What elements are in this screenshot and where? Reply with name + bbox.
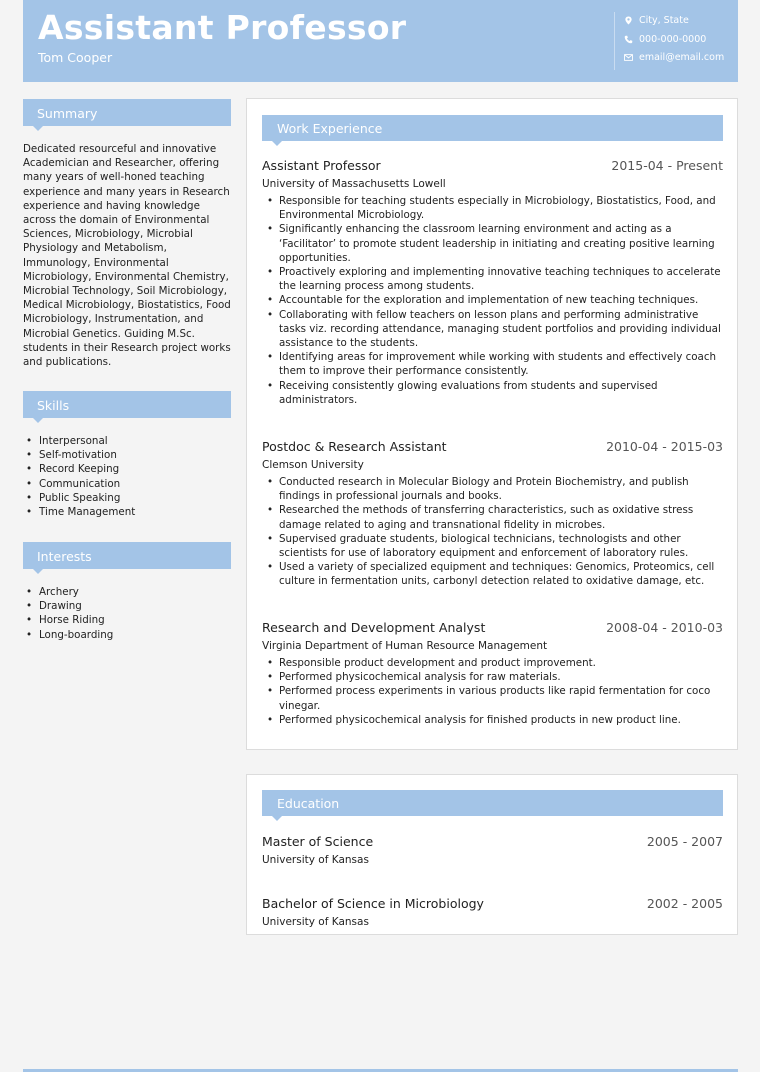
education-entry [262, 834, 723, 869]
education-heading: Education [262, 790, 723, 816]
list-item: • Supervised graduate students, biological technicians, technologists and other scientists for use of laboratory equipment and enforcement of laboratory rules. [262, 532, 723, 560]
job-organization: University of Massachusetts Lowell [262, 178, 446, 190]
job-bullets [262, 656, 723, 727]
list-item: • Researched the methods of transferring characteristics, such as oxidative stress damage related to aging and transnational fidelity in microbes. [262, 503, 723, 531]
job-entry [262, 620, 723, 727]
list-item: • Responsible product development and product improvement. [262, 656, 723, 670]
contact-location [624, 15, 689, 26]
job-date: 2010-04 - 2015-03 [606, 439, 723, 454]
list-item: • Performed physicochemical analysis for finished products in new product line. [262, 713, 723, 727]
list-item: • Significantly enhancing the classroom learning environment and acting as a ‘Facilitator’ to promote student leadership in initiating and creating positive learning opportunities. [262, 222, 723, 265]
list-item: • Self-motivation [26, 448, 135, 462]
list-item: • Performed process experiments in various products like rapid fermentation for coco vinegar. [262, 684, 723, 712]
list-item: • Horse Riding [26, 613, 113, 627]
list-item: • Collaborating with fellow teachers on lesson plans and performing administrative tasks viz. recording attendance, managing student portfolios and providing individual assistance to the students. [262, 308, 723, 351]
job-entry [262, 158, 723, 407]
list-item: • Interpersonal [26, 434, 135, 448]
job-date: 2008-04 - 2010-03 [606, 620, 723, 635]
job-organization: Clemson University [262, 459, 364, 471]
job-bullets [262, 194, 723, 407]
page-title: Assistant Professor [38, 8, 407, 47]
education-date: 2005 - 2007 [646, 834, 723, 849]
job-title: Postdoc & Research Assistant [262, 439, 447, 454]
location-text: City, State [639, 15, 689, 26]
location-pin-icon [624, 16, 633, 25]
work-experience-card [246, 98, 738, 750]
phone-icon [624, 35, 633, 44]
education-date: 2002 - 2005 [646, 896, 723, 911]
list-item: • Public Speaking [26, 491, 135, 505]
list-item: • Drawing [26, 599, 113, 613]
degree-title: Master of Science [262, 834, 374, 849]
list-item: • Receiving consistently glowing evaluations from students and supervised administrators. [262, 379, 723, 407]
job-bullets [262, 475, 723, 589]
list-item: • Time Management [26, 505, 135, 519]
work-experience-heading: Work Experience [262, 115, 723, 141]
resume-header [23, 0, 738, 82]
list-item: • Proactively exploring and implementing innovative teaching techniques to accelerate the learning process among students. [262, 265, 723, 293]
summary-heading: Summary [23, 99, 231, 126]
interests-heading: Interests [23, 542, 231, 569]
email-link[interactable]: email@email.com [639, 52, 725, 63]
list-item: • Identifying areas for improvement while working with students and effectively coach them to improve their performance consistently. [262, 350, 723, 378]
school-name: University of Kansas [262, 916, 369, 928]
school-name: University of Kansas [262, 854, 369, 866]
job-title: Research and Development Analyst [262, 620, 486, 635]
candidate-name: Tom Cooper [38, 50, 113, 65]
job-date: 2015-04 - Present [611, 158, 723, 173]
list-item: • Record Keeping [26, 462, 135, 476]
list-item: • Performed physicochemical analysis for raw materials. [262, 670, 723, 684]
contact-email[interactable] [624, 52, 724, 63]
interests-list [26, 585, 113, 642]
list-item: • Responsible for teaching students especially in Microbiology, Biostatistics, Food, and Environmental Microbiology. [262, 194, 723, 222]
job-entry [262, 439, 723, 589]
list-item: • Long-boarding [26, 628, 113, 642]
education-entry [262, 896, 723, 931]
skills-heading: Skills [23, 391, 231, 418]
degree-title: Bachelor of Science in Microbiology [262, 896, 484, 911]
list-item: • Archery [26, 585, 113, 599]
list-item: • Communication [26, 477, 135, 491]
header-divider [614, 12, 615, 70]
list-item: • Conducted research in Molecular Biology and Protein Biochemistry, and publish findings in professional journals and books. [262, 475, 723, 503]
phone-text: 000-000-0000 [639, 34, 707, 45]
contact-phone [624, 34, 706, 45]
list-item: • Used a variety of specialized equipment and techniques: Genomics, Proteomics, cell culture in fermentation units, carbonyl detection related to oxidative damage, etc. [262, 560, 723, 588]
list-item: • Accountable for the exploration and implementation of new teaching techniques. [262, 293, 723, 307]
summary-text: Dedicated resourceful and innovative Academician and Researcher, offering many years of well-honed teaching experience and many years in Research experience and having knowledge across the domain of Environmental Sciences, Microbiology, Microbial Physiology and Metabolism, Immunology, Environmental Microbiology, Environmental Chemistry, Microbial Technology, Soil Microbiology, Medical Microbiology, Biostatistics, Food Microbiology, Instrumentation, and Microbial Genetics. Guiding M.Sc. students in their Research project works and publications. [23, 143, 231, 369]
skills-list [26, 434, 135, 519]
job-title: Assistant Professor [262, 158, 381, 173]
envelope-icon [624, 53, 633, 62]
job-organization: Virginia Department of Human Resource Management [262, 640, 548, 652]
education-card [246, 774, 738, 935]
